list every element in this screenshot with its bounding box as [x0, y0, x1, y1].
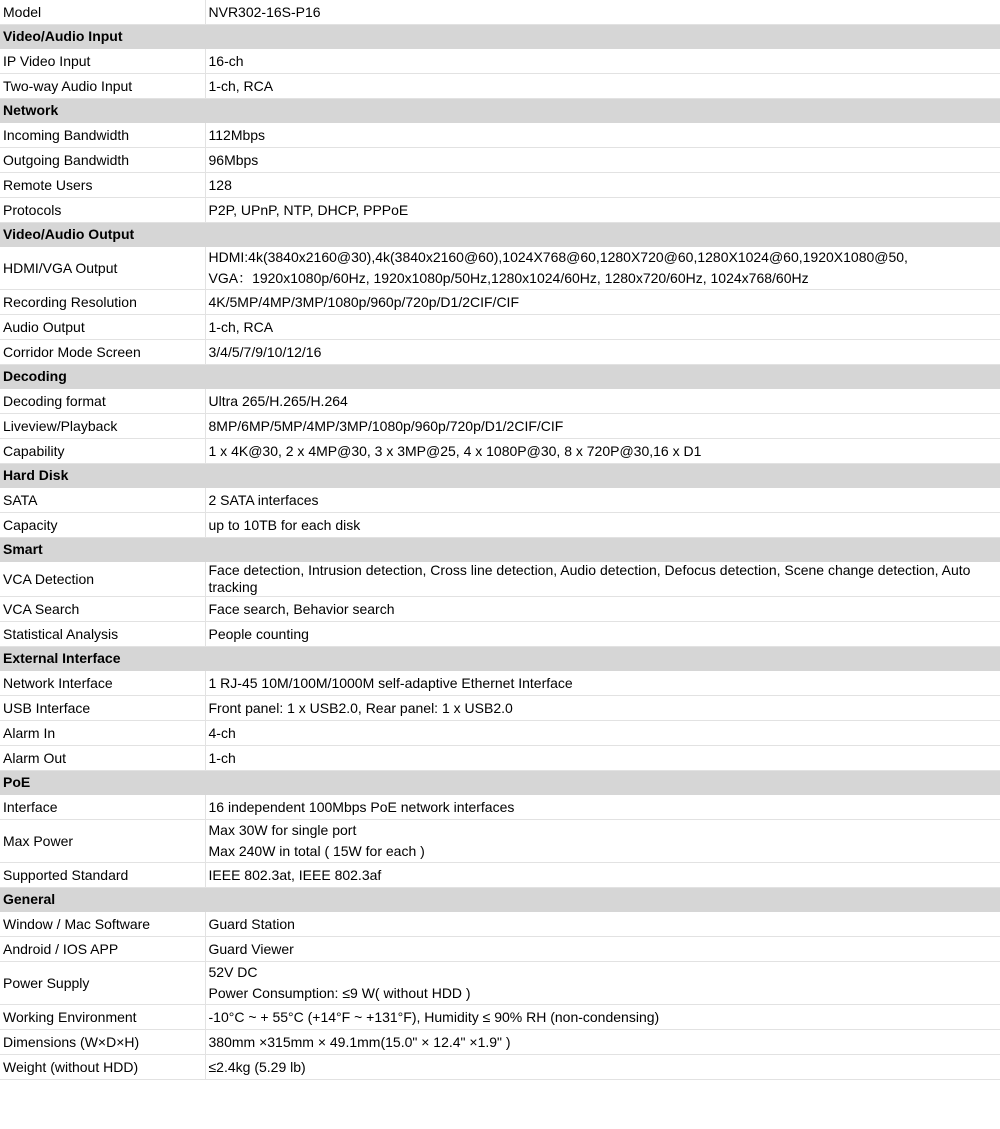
spec-value-cell	[205, 414, 1000, 439]
spec-label: Supported Standard	[0, 863, 205, 888]
spec-label: Max Power	[0, 820, 205, 863]
spec-label: Recording Resolution	[0, 290, 205, 315]
spec-value-cell	[205, 0, 1000, 25]
spec-row	[0, 49, 1000, 74]
spec-row	[0, 247, 1000, 290]
spec-row	[0, 820, 1000, 863]
spec-label: Working Environment	[0, 1005, 205, 1030]
section-header-row	[0, 223, 1000, 247]
spec-row	[0, 340, 1000, 365]
spec-row	[0, 290, 1000, 315]
spec-label: Audio Output	[0, 315, 205, 340]
spec-value: 1-ch, RCA	[208, 77, 274, 94]
spec-value: Face search, Behavior search	[208, 600, 395, 617]
spec-label: VCA Detection	[0, 562, 205, 597]
spec-value-line: VGA：1920x1080p/60Hz, 1920x1080p/50Hz,1280x1024/60Hz, 1280x720/60Hz, 1024x768/60Hz	[208, 270, 809, 286]
spec-value: Front panel: 1 x USB2.0, Rear panel: 1 x USB2.0	[208, 699, 513, 716]
spec-value-cell	[205, 622, 1000, 647]
spec-value-cell	[205, 1005, 1000, 1030]
spec-value: 4K/5MP/4MP/3MP/1080p/960p/720p/D1/2CIF/CIF	[208, 293, 519, 310]
section-header-row	[0, 538, 1000, 562]
spec-value: ≤2.4kg (5.29 lb)	[208, 1058, 306, 1075]
spec-value-cell	[205, 746, 1000, 771]
spec-value: 1 x 4K@30, 2 x 4MP@30, 3 x 3MP@25, 4 x 1080P@30, 8 x 720P@30,16 x D1	[208, 442, 702, 459]
spec-row	[0, 962, 1000, 1005]
section-header-row	[0, 888, 1000, 912]
spec-value-multiline	[205, 962, 1000, 1005]
spec-value-cell	[205, 597, 1000, 622]
spec-label: Alarm Out	[0, 746, 205, 771]
spec-value: 16-ch	[208, 52, 244, 69]
section-title: Video/Audio Output	[0, 223, 1000, 247]
spec-row	[0, 414, 1000, 439]
spec-label: Interface	[0, 795, 205, 820]
spec-label: Protocols	[0, 198, 205, 223]
spec-label: Liveview/Playback	[0, 414, 205, 439]
spec-row	[0, 912, 1000, 937]
spec-value-multiline	[205, 247, 1000, 290]
section-header-row	[0, 464, 1000, 488]
spec-value-cell	[205, 389, 1000, 414]
section-header-row	[0, 365, 1000, 389]
spec-value: 16 independent 100Mbps PoE network interfaces	[208, 798, 515, 815]
section-header-row	[0, 771, 1000, 795]
spec-label: VCA Search	[0, 597, 205, 622]
spec-value: NVR302-16S-P16	[208, 3, 321, 20]
spec-value-cell	[205, 1030, 1000, 1055]
spec-label: Android / IOS APP	[0, 937, 205, 962]
spec-row	[0, 0, 1000, 25]
spec-row	[0, 488, 1000, 513]
spec-value-line: Max 30W for single port	[208, 822, 357, 838]
section-title: Video/Audio Input	[0, 25, 1000, 49]
spec-value-cell	[205, 671, 1000, 696]
spec-label: Network Interface	[0, 671, 205, 696]
spec-value: 1-ch, RCA	[208, 318, 274, 335]
spec-value: 1 RJ-45 10M/100M/1000M self-adaptive Ethernet Interface	[208, 674, 573, 691]
spec-value-cell	[205, 912, 1000, 937]
spec-value: 3/4/5/7/9/10/12/16	[208, 343, 322, 360]
spec-value: 8MP/6MP/5MP/4MP/3MP/1080p/960p/720p/D1/2CIF/CIF	[208, 417, 564, 434]
spec-value-cell	[205, 49, 1000, 74]
spec-row	[0, 198, 1000, 223]
spec-row	[0, 597, 1000, 622]
spec-row	[0, 439, 1000, 464]
spec-row	[0, 1055, 1000, 1080]
spec-value-cell	[205, 315, 1000, 340]
spec-value-line: Max 240W in total ( 15W for each )	[208, 843, 425, 859]
spec-value-line: HDMI:4k(3840x2160@30),4k(3840x2160@60),1024X768@60,1280X720@60,1280X1024@60,1920X1080@50,	[208, 249, 908, 265]
spec-value: P2P, UPnP, NTP, DHCP, PPPoE	[208, 201, 409, 218]
section-header-row	[0, 25, 1000, 49]
spec-value-line: 52V DC	[208, 964, 258, 980]
spec-value-cell	[205, 148, 1000, 173]
spec-value-cell	[205, 863, 1000, 888]
spec-row	[0, 622, 1000, 647]
spec-label: Weight (without HDD)	[0, 1055, 205, 1080]
spec-row	[0, 74, 1000, 99]
spec-value: -10°C ~ + 55°C (+14°F ~ +131°F), Humidity ≤ 90% RH (non-condensing)	[208, 1008, 660, 1025]
spec-row	[0, 795, 1000, 820]
spec-row	[0, 863, 1000, 888]
spec-label: SATA	[0, 488, 205, 513]
spec-value: 4-ch	[208, 724, 236, 741]
spec-label: Power Supply	[0, 962, 205, 1005]
section-title: Decoding	[0, 365, 1000, 389]
spec-value-cell	[205, 198, 1000, 223]
spec-value-cell	[205, 696, 1000, 721]
spec-label: Corridor Mode Screen	[0, 340, 205, 365]
spec-value-cell	[205, 1055, 1000, 1080]
spec-value: Ultra 265/H.265/H.264	[208, 392, 348, 409]
spec-value: 96Mbps	[208, 151, 259, 168]
spec-row	[0, 746, 1000, 771]
spec-row	[0, 696, 1000, 721]
spec-value-cell	[205, 488, 1000, 513]
spec-label: Remote Users	[0, 173, 205, 198]
spec-value: Guard Viewer	[208, 940, 294, 957]
spec-label: HDMI/VGA Output	[0, 247, 205, 290]
spec-value-cell	[205, 123, 1000, 148]
section-title: Hard Disk	[0, 464, 1000, 488]
spec-row	[0, 389, 1000, 414]
spec-value: 112Mbps	[208, 126, 266, 143]
spec-value-cell	[205, 74, 1000, 99]
section-title: General	[0, 888, 1000, 912]
spec-label: Decoding format	[0, 389, 205, 414]
spec-label: Capacity	[0, 513, 205, 538]
spec-value-line: Power Consumption: ≤9 W( without HDD )	[208, 985, 471, 1001]
spec-value-cell	[205, 937, 1000, 962]
spec-label: Capability	[0, 439, 205, 464]
spec-label: Incoming Bandwidth	[0, 123, 205, 148]
spec-row	[0, 1030, 1000, 1055]
spec-value: 2 SATA interfaces	[208, 491, 319, 508]
spec-label: Two-way Audio Input	[0, 74, 205, 99]
spec-label: Model	[0, 0, 205, 25]
spec-row	[0, 315, 1000, 340]
section-title: Smart	[0, 538, 1000, 562]
spec-value-cell	[205, 439, 1000, 464]
spec-label: Window / Mac Software	[0, 912, 205, 937]
spec-value-cell	[205, 721, 1000, 746]
spec-value: People counting	[208, 625, 309, 642]
spec-value: Guard Station	[208, 915, 295, 932]
spec-row	[0, 148, 1000, 173]
spec-value: 380mm ×315mm × 49.1mm(15.0" × 12.4" ×1.9" )	[208, 1033, 511, 1050]
spec-row	[0, 671, 1000, 696]
section-title: External Interface	[0, 647, 1000, 671]
spec-label: Dimensions (W×D×H)	[0, 1030, 205, 1055]
spec-row	[0, 513, 1000, 538]
spec-row	[0, 562, 1000, 597]
spec-label: IP Video Input	[0, 49, 205, 74]
spec-value: IEEE 802.3at, IEEE 802.3af	[208, 866, 382, 883]
spec-row	[0, 721, 1000, 746]
spec-value-cell	[205, 795, 1000, 820]
spec-value-cell	[205, 513, 1000, 538]
spec-row	[0, 123, 1000, 148]
spec-row	[0, 937, 1000, 962]
section-title: PoE	[0, 771, 1000, 795]
spec-label: Outgoing Bandwidth	[0, 148, 205, 173]
spec-row	[0, 173, 1000, 198]
spec-value: Face detection, Intrusion detection, Cross line detection, Audio detection, Defocus detection, Scene change detection, Auto tracking	[208, 562, 971, 595]
spec-value-cell	[205, 562, 1000, 597]
section-title: Network	[0, 99, 1000, 123]
spec-value-cell	[205, 290, 1000, 315]
spec-value: 128	[208, 176, 232, 193]
spec-label: Alarm In	[0, 721, 205, 746]
spec-value: up to 10TB for each disk	[208, 516, 361, 533]
section-header-row	[0, 99, 1000, 123]
spec-label: Statistical Analysis	[0, 622, 205, 647]
spec-value-multiline	[205, 820, 1000, 863]
section-header-row	[0, 647, 1000, 671]
spec-value-cell	[205, 173, 1000, 198]
spec-value-cell	[205, 340, 1000, 365]
spec-value: 1-ch	[208, 749, 236, 766]
spec-label: USB Interface	[0, 696, 205, 721]
spec-row	[0, 1005, 1000, 1030]
